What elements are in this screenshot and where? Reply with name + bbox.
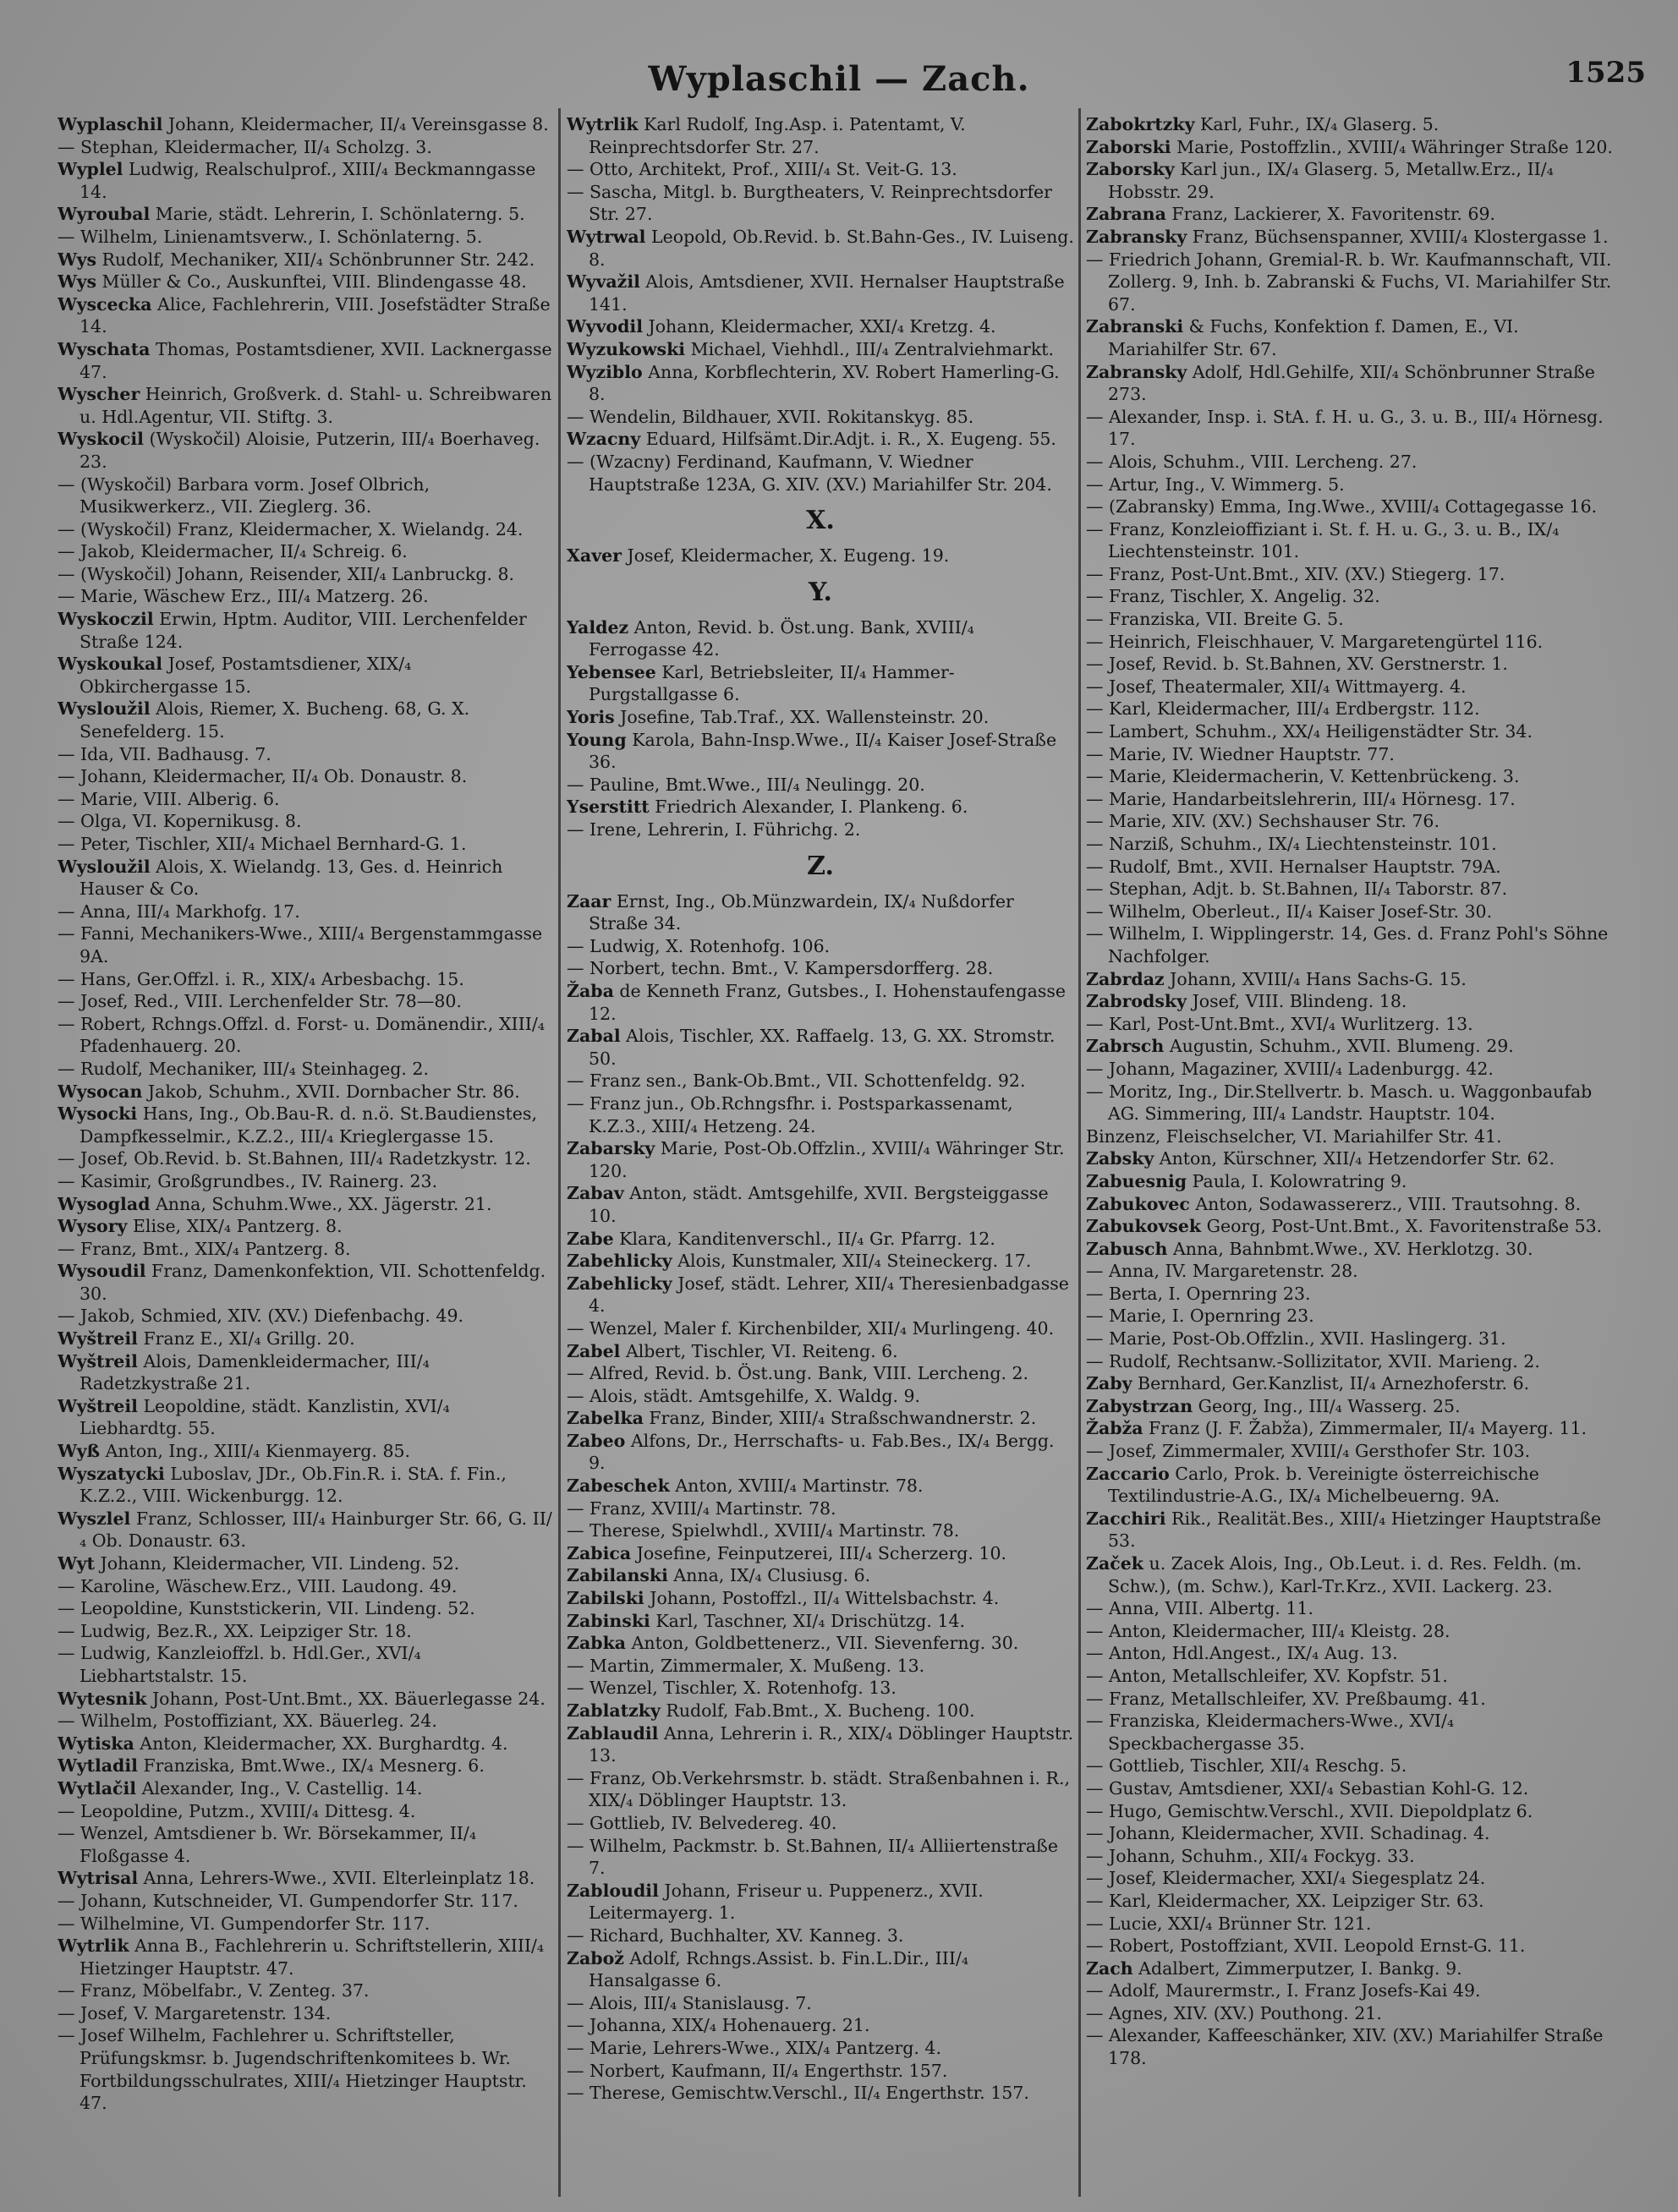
surname: Wyštreil xyxy=(58,1395,138,1416)
surname: Wys xyxy=(58,271,97,293)
section-letter: X. xyxy=(806,506,835,536)
surname: Wytrlik xyxy=(58,1936,129,1957)
directory-entry: — Robert, Rchngs.Offzl. d. Forst- u. Domänendir., XIII/₄ Pfadenhauerg. 20. xyxy=(58,1013,545,1057)
directory-entry: — Johann, Kleidermacher, XVII. Schadinag. 4. xyxy=(1086,1823,1490,1844)
directory-entry: Wyt Johann, Kleidermacher, VII. Lindeng. 52. xyxy=(58,1553,460,1574)
directory-entry: — Hugo, Gemischtw.Verschl., XVII. Diepoldplatz 6. xyxy=(1086,1800,1533,1821)
directory-entry: — Josef, Ob.Revid. b. St.Bahnen, III/₄ Radetzkystr. 12. xyxy=(58,1148,531,1169)
directory-entry: — Irene, Lehrerin, I. Führichg. 2. xyxy=(567,819,861,840)
directory-entry: — Josef, Zimmermaler, XVIII/₄ Gersthofer Str. 103. xyxy=(1086,1441,1531,1462)
directory-entry: — Johanna, XIX/₄ Hohenauerg. 21. xyxy=(567,2015,870,2036)
directory-entry: — Anton, Metallschleifer, XV. Kopfstr. 51. xyxy=(1086,1665,1448,1686)
directory-entry: — Anton, Hdl.Angest., IX/₄ Aug. 13. xyxy=(1086,1643,1398,1664)
directory-entry: — Franz, Konzleioffiziant i. St. f. H. u. G., 3. u. B., IX/₄ Liechtensteinstr. 101. xyxy=(1086,518,1560,562)
surname: Wyskoukal xyxy=(58,654,163,675)
directory-entry: — Artur, Ing., V. Wimmerg. 5. xyxy=(1086,474,1345,495)
surname: Zaby xyxy=(1086,1373,1132,1394)
directory-entry: Zabloudil Johann, Friseur u. Puppenerz., XVII. Leitermayerg. 1. xyxy=(567,1880,984,1924)
directory-entry: — Kasimir, Großgrundbes., IV. Rainerg. 23. xyxy=(58,1170,438,1191)
directory-entry: Wytrlik Anna B., Fachlehrerin u. Schriftstellerin, XIII/₄ Hietzinger Hauptstr. 47. xyxy=(58,1936,545,1979)
surname: Zabel xyxy=(567,1340,621,1361)
directory-entry: — Stephan, Kleidermacher, II/₄ Scholzg. 3. xyxy=(58,136,432,157)
directory-entry: — Anna, III/₄ Markhofg. 17. xyxy=(58,901,300,922)
directory-entry: — Ida, VII. Badhausg. 7. xyxy=(58,743,271,764)
surname: Yebensee xyxy=(567,661,656,682)
directory-entry: — Marie, XIV. (XV.) Sechshauser Str. 76. xyxy=(1086,811,1439,832)
surname: Wyszlel xyxy=(58,1508,131,1529)
directory-entry: — Wendelin, Bildhauer, XVII. Rokitanskyg. 85. xyxy=(567,406,974,427)
directory-entry: — Johann, Schuhm., XII/₄ Fockyg. 33. xyxy=(1086,1845,1415,1866)
surname: Zabinski xyxy=(567,1610,650,1631)
surname: Wyplaschil xyxy=(58,114,163,134)
directory-entry: Zabransky Adolf, Hdl.Gehilfe, XII/₄ Schönbrunner Straße 273. xyxy=(1086,361,1595,405)
surname: Wytesnik xyxy=(58,1688,147,1709)
surname: Wyskoczil xyxy=(58,609,154,630)
directory-entry: — Alois, Schuhm., VIII. Lercheng. 27. xyxy=(1086,451,1418,472)
directory-entry: Wyvažil Alois, Amtsdiener, XVII. Hernalser Hauptstraße 141. xyxy=(567,271,1065,315)
directory-entry: Zabilanski Anna, IX/₄ Clusiusg. 6. xyxy=(567,1565,871,1586)
surname: Zabukovec xyxy=(1086,1193,1190,1214)
directory-entry: Zabelka Franz, Binder, XIII/₄ Straßschwandnerstr. 2. xyxy=(567,1408,1037,1429)
surname: Zabusch xyxy=(1086,1238,1168,1259)
directory-entry: — Agnes, XIV. (XV.) Pouthong. 21. xyxy=(1086,2002,1382,2023)
surname: Young xyxy=(567,729,627,750)
directory-entry: Wyscecka Alice, Fachlehrerin, VIII. Josefstädter Straße 14. xyxy=(58,293,551,337)
surname: Wyroubal xyxy=(58,204,151,225)
directory-entry: — (Zabransky) Emma, Ing.Wwe., XVIII/₄ Cottagegasse 16. xyxy=(1086,496,1598,517)
directory-entry: — Franz, Bmt., XIX/₄ Pantzerg. 8. xyxy=(58,1238,351,1259)
running-title: Wyplaschil — Zach. xyxy=(648,59,1030,99)
directory-entry: Zabukovsek Georg, Post-Unt.Bmt., X. Favoritenstraße 53. xyxy=(1086,1216,1603,1237)
surname: Zaccario xyxy=(1086,1463,1170,1484)
directory-entry: Zabeo Alfons, Dr., Herrschafts- u. Fab.Bes., IX/₄ Bergg. 9. xyxy=(567,1430,1055,1474)
directory-entry: Zabranski & Fuchs, Konfektion f. Damen, E., VI. Mariahilfer Str. 67. xyxy=(1086,316,1519,359)
directory-entry: — Marie, Post-Ob.Offzlin., XVII. Haslingerg. 31. xyxy=(1086,1328,1506,1350)
directory-entry: — Josef Wilhelm, Fachlehrer u. Schriftsteller, Prüfungskmsr. b. Jugendschriftenkomitees b. Wr. Fortbildungsschulrates, XIII/₄ Hietzinger Hauptstr. 47. xyxy=(58,2025,527,2114)
directory-entry: — Marie, Handarbeitslehrerin, III/₄ Hörnesg. 17. xyxy=(1086,788,1516,809)
directory-entry: Zaccario Carlo, Prok. b. Vereinigte österreichische Textilindustrie-A.G., IX/₄ Michelbeuerng. 9A. xyxy=(1086,1463,1539,1507)
directory-entry: — (Wyskočil) Barbara vorm. Josef Olbrich, Musikwerkerz., VII. Zieglerg. 36. xyxy=(58,474,430,517)
directory-entry: Yebensee Karl, Betriebsleiter, II/₄ Hammer-Purgstallgasse 6. xyxy=(567,661,955,705)
surname: Wysoudil xyxy=(58,1261,146,1282)
surname: Yserstitt xyxy=(567,797,650,818)
directory-entry: — Marie, Lehrers-Wwe., XIX/₄ Pantzerg. 4. xyxy=(567,2037,941,2058)
directory-entry: Wysocki Hans, Ing., Ob.Bau-R. d. n.ö. St.Baudienstes, Dampfkesselmir., K.Z.2., III/₄ Krieglergasse 15. xyxy=(58,1103,537,1147)
surname: Zabystrzan xyxy=(1086,1395,1193,1416)
surname: Wyscher xyxy=(58,384,140,405)
directory-entry: Zaar Ernst, Ing., Ob.Münzwardein, IX/₄ Nußdorfer Straße 34. xyxy=(567,890,1014,934)
surname: Zabeschek xyxy=(567,1476,670,1497)
directory-entry: Žabža Franz (J. F. Žabža), Zimmermaler, II/₄ Mayerg. 11. xyxy=(1086,1418,1588,1439)
directory-entry: — Josef, V. Margaretenstr. 134. xyxy=(58,2002,332,2023)
directory-entry: — Alexander, Kaffeeschänker, XIV. (XV.) Mariahilfer Straße 178. xyxy=(1086,2025,1604,2069)
directory-entry: — (Wyskočil) Franz, Kleidermacher, X. Wielandg. 24. xyxy=(58,518,524,539)
directory-entry: — Richard, Buchhalter, XV. Kanneg. 3. xyxy=(567,1925,904,1946)
directory-entry: Zabransky Franz, Büchsenspanner, XVIII/₄ Klostergasse 1. xyxy=(1086,226,1609,247)
directory-entry: — Marie, Kleidermacherin, V. Kettenbrückeng. 3. xyxy=(1086,766,1520,787)
surname: Zabica xyxy=(567,1542,632,1563)
directory-entry: Zabehlicky Alois, Kunstmaler, XII/₄ Steineckerg. 17. xyxy=(567,1251,1032,1272)
surname: Zabrana xyxy=(1086,204,1166,225)
directory-entry: Zabusch Anna, Bahnbmt.Wwe., XV. Herklotzg. 30. xyxy=(1086,1238,1533,1259)
directory-entry: Zabka Anton, Goldbettenerz., VII. Sievenferng. 30. xyxy=(567,1633,1019,1654)
directory-entry: — Franziska, Kleidermachers-Wwe., XVI/₄ Speckbachergasse 35. xyxy=(1086,1711,1455,1754)
surname: Wyzukowski xyxy=(567,338,686,359)
directory-entry: — Hans, Ger.Offzl. i. R., XIX/₄ Arbesbachg. 15. xyxy=(58,968,464,989)
directory-entry: — Franz, Post-Unt.Bmt., XIV. (XV.) Stiegerg. 17. xyxy=(1086,563,1505,584)
directory-entry: — Lucie, XXI/₄ Brünner Str. 121. xyxy=(1086,1913,1372,1934)
surname: Wysocan xyxy=(58,1081,143,1102)
directory-entry: — Sascha, Mitgl. b. Burgtheaters, V. Reinprechtsdorfer Str. 27. xyxy=(567,181,1052,225)
directory-entry: Binzenz, Fleischselcher, VI. Mariahilfer Str. 41. xyxy=(1086,1125,1502,1147)
directory-entry: — Marie, Wäschew Erz., III/₄ Matzerg. 26. xyxy=(58,586,429,607)
directory-entry: — Rudolf, Rechtsanw.-Sollizitator, XVII. Marieng. 2. xyxy=(1086,1350,1540,1372)
column-1 xyxy=(58,113,553,2193)
directory-entry: Wytladil Franziska, Bmt.Wwe., IX/₄ Mesnerg. 6. xyxy=(58,1755,485,1777)
surname: Zabukovsek xyxy=(1086,1216,1202,1237)
surname: Zabuesnig xyxy=(1086,1170,1187,1191)
surname: Wysory xyxy=(58,1216,128,1237)
directory-entry: — Berta, I. Opernring 23. xyxy=(1086,1283,1311,1304)
surname: Wyplel xyxy=(58,159,123,180)
directory-entry: Zabsky Anton, Kürschner, XII/₄ Hetzendorfer Str. 62. xyxy=(1086,1148,1555,1169)
directory-entry: — Wenzel, Tischler, X. Rotenhofg. 13. xyxy=(567,1678,897,1699)
surname: Zabokrtzky xyxy=(1086,114,1195,134)
directory-entry: Zabe Klara, Kanditenverschl., II/₄ Gr. Pfarrg. 12. xyxy=(567,1228,995,1249)
directory-entry: — Johann, Kutschneider, VI. Gumpendorfer Str. 117. xyxy=(58,1890,518,1911)
directory-entry: — Leopoldine, Putzm., XVIII/₄ Dittesg. 4. xyxy=(58,1800,416,1821)
directory-entry: — Stephan, Adjt. b. St.Bahnen, II/₄ Taborstr. 87. xyxy=(1086,879,1508,900)
directory-entry: — Leopoldine, Kunststickerin, VII. Lindeng. 52. xyxy=(58,1598,475,1619)
directory-entry: Zablaudil Anna, Lehrerin i. R., XIX/₄ Döblinger Hauptstr. 13. xyxy=(567,1722,1074,1766)
directory-entry: — Wenzel, Maler f. Kirchenbilder, XII/₄ Murlingeng. 40. xyxy=(567,1317,1055,1339)
surname: Wyštreil xyxy=(58,1328,138,1350)
directory-entry: — Karoline, Wäschew.Erz., VIII. Laudong. 49. xyxy=(58,1575,458,1596)
directory-entry: Zabilski Johann, Postoffzl., II/₄ Wittelsbachstr. 4. xyxy=(567,1588,1000,1609)
directory-entry: Wysoudil Franz, Damenkonfektion, VII. Schottenfeldg. 30. xyxy=(58,1261,546,1304)
directory-entry: Wyštreil Alois, Damenkleidermacher, III/₄ Radetzkystraße 21. xyxy=(58,1350,430,1394)
directory-entry: — Gustav, Amtsdiener, XXI/₄ Sebastian Kohl-G. 12. xyxy=(1086,1777,1529,1799)
directory-entry: Wysory Elise, XIX/₄ Pantzerg. 8. xyxy=(58,1216,343,1237)
directory-entry: — (Wyskočil) Johann, Reisender, XII/₄ Lanbruckg. 8. xyxy=(58,563,515,584)
directory-entry: Zabokrtzky Karl, Fuhr., IX/₄ Glaserg. 5. xyxy=(1086,114,1439,134)
directory-entry: Wytesnik Johann, Post-Unt.Bmt., XX. Bäuerlegasse 24. xyxy=(58,1688,546,1709)
directory-entry: Zabehlicky Josef, städt. Lehrer, XII/₄ Theresienbadgasse 4. xyxy=(567,1273,1069,1317)
surname: Wyštreil xyxy=(58,1350,138,1372)
directory-entry: Zabuesnig Paula, I. Kolowratring 9. xyxy=(1086,1170,1407,1191)
directory-entry: Zabrana Franz, Lackierer, X. Favoritenstr. 69. xyxy=(1086,204,1496,225)
directory-entry: Zabinski Karl, Taschner, XI/₄ Drischützg. 14. xyxy=(567,1610,966,1631)
column-2 xyxy=(567,113,1074,2193)
page-number: 1525 xyxy=(1566,56,1646,90)
surname: Žabža xyxy=(1086,1418,1143,1439)
surname: Zablaudil xyxy=(567,1722,659,1744)
directory-entry: — Josef, Revid. b. St.Bahnen, XV. Gerstnerstr. 1. xyxy=(1086,654,1508,675)
surname: Wytrisal xyxy=(58,1868,139,1889)
directory-entry: — Anna, IV. Margaretenstr. 28. xyxy=(1086,1261,1358,1282)
surname: Zabka xyxy=(567,1633,627,1654)
directory-entry: Wytrwal Leopold, Ob.Revid. b. St.Bahn-Ges., IV. Luiseng. 8. xyxy=(567,226,1074,270)
directory-entry: — Josef, Red., VIII. Lerchenfelder Str. 78—80. xyxy=(58,991,462,1012)
directory-entry: — Therese, Gemischtw.Verschl., II/₄ Engerthstr. 157. xyxy=(567,2083,1029,2104)
surname: Zabrodsky xyxy=(1086,991,1187,1012)
directory-entry: Zabrodsky Josef, VIII. Blindeng. 18. xyxy=(1086,991,1407,1012)
surname: Zabilanski xyxy=(567,1565,668,1586)
surname: Zabeo xyxy=(567,1430,626,1451)
directory-entry: — Franz, XVIII/₄ Martinstr. 78. xyxy=(567,1497,836,1519)
directory-entry: Zach Adalbert, Zimmerputzer, I. Bankg. 9. xyxy=(1086,1957,1462,1979)
directory-entry: Wyzukowski Michael, Viehhdl., III/₄ Zentralviehmarkt. xyxy=(567,338,1054,359)
directory-entry: Wytiska Anton, Kleidermacher, XX. Burghardtg. 4. xyxy=(58,1733,508,1754)
directory-entry: Wysocan Jakob, Schuhm., XVII. Dornbacher Str. 86. xyxy=(58,1081,520,1102)
directory-entry: Wyschata Thomas, Postamtsdiener, XVII. Lacknergasse 47. xyxy=(58,338,552,382)
directory-entry: — Jakob, Schmied, XIV. (XV.) Diefenbachg. 49. xyxy=(58,1306,464,1327)
surname: Zabav xyxy=(567,1183,624,1204)
directory-entry: Wytrlik Karl Rudolf, Ing.Asp. i. Patentamt, V. Reinprechtsdorfer Str. 27. xyxy=(567,114,966,157)
surname: Yaldez xyxy=(567,616,629,638)
directory-entry: — Wenzel, Amtsdiener b. Wr. Börsekammer, II/₄ Floßgasse 4. xyxy=(58,1823,477,1866)
directory-entry: Wysoglad Anna, Schuhm.Wwe., XX. Jägerstr. 21. xyxy=(58,1193,492,1214)
column-3 xyxy=(1086,113,1619,2193)
directory-entry: Žaba de Kenneth Franz, Gutsbes., I. Hohenstaufengasse 12. xyxy=(567,981,1067,1024)
directory-entry: — Wilhelm, Oberleut., II/₄ Kaiser Josef-Str. 30. xyxy=(1086,901,1493,922)
directory-entry: — Wilhelmine, VI. Gumpendorfer Str. 117. xyxy=(58,1913,430,1934)
directory-entry: — Jakob, Kleidermacher, II/₄ Schreig. 6. xyxy=(58,541,408,562)
surname: Zabehlicky xyxy=(567,1273,672,1294)
surname: Wyt xyxy=(58,1553,95,1574)
surname: Zabe xyxy=(567,1228,614,1249)
directory-entry: — Franz, Tischler, X. Angelig. 32. xyxy=(1086,586,1380,607)
directory-entry: Zabal Alois, Tischler, XX. Raffaelg. 13, G. XX. Stromstr. 50. xyxy=(567,1026,1056,1069)
surname: Wysoglad xyxy=(58,1193,151,1214)
directory-entry: Xaver Josef, Kleidermacher, X. Eugeng. 19. xyxy=(567,545,950,567)
directory-entry: Yserstitt Friedrich Alexander, I. Plankeng. 6. xyxy=(567,797,968,818)
directory-entry: Wyvodil Johann, Kleidermacher, XXI/₄ Kretzg. 4. xyxy=(567,316,996,337)
surname: Začek xyxy=(1086,1553,1143,1574)
directory-entry: Wyskoukal Josef, Postamtsdiener, XIX/₄ Obkirchergasse 15. xyxy=(58,654,412,697)
directory-entry: Young Karola, Bahn-Insp.Wwe., II/₄ Kaiser Josef-Straße 36. xyxy=(567,729,1057,773)
directory-entry: Wytlačil Alexander, Ing., V. Castellig. 14. xyxy=(58,1777,423,1799)
directory-entry: Zaborski Marie, Postoffzlin., XVIII/₄ Währinger Straße 120. xyxy=(1086,136,1613,157)
directory-entry: Zabrdaz Johann, XVIII/₄ Hans Sachs-G. 15. xyxy=(1086,968,1467,989)
directory-entry: — Wilhelm, Packmstr. b. St.Bahnen, II/₄ Alliiertenstraße 7. xyxy=(567,1835,1058,1879)
directory-entry: Wyroubal Marie, städt. Lehrerin, I. Schönlaterng. 5. xyxy=(58,204,525,225)
directory-entry: — Josef, Kleidermacher, XXI/₄ Siegesplatz 24. xyxy=(1086,1868,1486,1889)
directory-entry: — Fanni, Mechanikers-Wwe., XIII/₄ Bergenstammgasse 9A. xyxy=(58,923,543,966)
directory-entry: Wyszatycki Luboslav, JDr., Ob.Fin.R. i. StA. f. Fin., K.Z.2., VIII. Wickenburgg. 12. xyxy=(58,1463,507,1507)
column-divider xyxy=(558,108,561,2197)
directory-entry: — Norbert, Kaufmann, II/₄ Engerthstr. 157. xyxy=(567,2060,948,2081)
directory-entry: — Franz sen., Bank-Ob.Bmt., VII. Schottenfeldg. 92. xyxy=(567,1070,1026,1092)
directory-entry: Wys Rudolf, Mechaniker, XII/₄ Schönbrunner Str. 242. xyxy=(58,249,535,270)
directory-entry: — Heinrich, Fleischhauer, V. Margaretengürtel 116. xyxy=(1086,631,1544,652)
surname: Zabelka xyxy=(567,1408,644,1429)
directory-entry: — Alois, städt. Amtsgehilfe, X. Waldg. 9. xyxy=(567,1385,921,1406)
surname: Wyszatycki xyxy=(58,1463,165,1484)
directory-entry: — Josef, Theatermaler, XII/₄ Wittmayerg. 4. xyxy=(1086,676,1467,697)
directory-entry: — Moritz, Ing., Dir.Stellvertr. b. Masch. u. Waggonbaufab AG. Simmering, III/₄ Landstr. Hauptstr. 104. xyxy=(1086,1081,1593,1125)
surname: Wyvažil xyxy=(567,271,640,293)
directory-entry: — Martin, Zimmermaler, X. Mußeng. 13. xyxy=(567,1655,925,1676)
surname: Wytladil xyxy=(58,1755,138,1777)
directory-entry: Wytrisal Anna, Lehrers-Wwe., XVII. Elterleinplatz 18. xyxy=(58,1868,535,1889)
directory-entry: Wysloužil Alois, Riemer, X. Bucheng. 68, G. X. Senefelderg. 15. xyxy=(58,698,470,742)
directory-entry: Zabukovec Anton, Sodawassererz., VIII. Trautsohng. 8. xyxy=(1086,1193,1582,1214)
surname: Zabarsky xyxy=(567,1138,655,1159)
surname: Wytiska xyxy=(58,1733,134,1754)
directory-entry: Wyštreil Franz E., XI/₄ Grillg. 20. xyxy=(58,1328,355,1350)
directory-entry: Začek u. Zacek Alois, Ing., Ob.Leut. i. d. Res. Feldh. (m. Schw.), (m. Schw.), Karl-Tr.Krz., XVII. Lackerg. 23. xyxy=(1086,1553,1582,1596)
directory-entry: — Norbert, techn. Bmt., V. Kampersdorfferg. 28. xyxy=(567,958,994,979)
surname: Zaar xyxy=(567,890,611,912)
directory-entry: Zaborsky Karl jun., IX/₄ Glaserg. 5, Metallw.Erz., II/₄ Hobsstr. 29. xyxy=(1086,159,1554,202)
surname: Zaborski xyxy=(1086,136,1171,157)
column-divider xyxy=(1078,108,1081,2197)
directory-entry: — Wilhelm, Linienamtsverw., I. Schönlaterng. 5. xyxy=(58,226,483,247)
surname: Wyschata xyxy=(58,338,151,359)
directory-entry: — Anna, VIII. Albertg. 11. xyxy=(1086,1598,1314,1619)
surname: Zaborsky xyxy=(1086,159,1175,180)
directory-entry: Zabel Albert, Tischler, VI. Reiteng. 6. xyxy=(567,1340,898,1361)
directory-entry: — Therese, Spielwhdl., XVIII/₄ Martinstr. 78. xyxy=(567,1520,960,1541)
surname: Zacchiri xyxy=(1086,1508,1166,1529)
directory-entry: — Otto, Architekt, Prof., XIII/₄ St. Veit-G. 13. xyxy=(567,159,957,180)
directory-entry: Wyplel Ludwig, Realschulprof., XIII/₄ Beckmanngasse 14. xyxy=(58,159,536,202)
directory-entry: — Franz, Metallschleifer, XV. Preßbaumg. 41. xyxy=(1086,1688,1486,1709)
directory-entry: Zabrsch Augustin, Schuhm., XVII. Blumeng. 29. xyxy=(1086,1036,1514,1057)
directory-entry: Wyplaschil Johann, Kleidermacher, II/₄ Vereinsgasse 8. xyxy=(58,114,549,134)
directory-entry: Wyß Anton, Ing., XIII/₄ Kienmayerg. 85. xyxy=(58,1441,411,1462)
surname: Zabrsch xyxy=(1086,1036,1165,1057)
directory-entry: Wysloužil Alois, X. Wielandg. 13, Ges. d. Heinrich Hauser & Co. xyxy=(58,856,503,900)
directory-entry: Zabeschek Anton, XVIII/₄ Martinstr. 78. xyxy=(567,1476,924,1497)
directory-entry: — Wilhelm, Postoffiziant, XX. Bäuerleg. 24. xyxy=(58,1711,437,1732)
directory-entry: — Gottlieb, Tischler, XII/₄ Reschg. 5. xyxy=(1086,1755,1407,1777)
directory-entry: Wyskocil (Wyskočil) Aloisie, Putzerin, III/₄ Boerhaveg. 23. xyxy=(58,429,540,472)
surname: Wzacny xyxy=(567,429,641,450)
surname: Wysloužil xyxy=(58,856,151,877)
surname: Žaba xyxy=(567,981,614,1001)
directory-entry: — Robert, Postoffziant, XVII. Leopold Ernst-G. 11. xyxy=(1086,1936,1526,1957)
directory-entry: Zabica Josefine, Feinputzerei, III/₄ Scherzerg. 10. xyxy=(567,1542,1007,1563)
surname: Wyvodil xyxy=(567,316,643,337)
directory-entry: Wys Müller & Co., Auskunftei, VIII. Blindengasse 48. xyxy=(58,271,527,293)
directory-entry: — Karl, Kleidermacher, III/₄ Erdbergstr. 112. xyxy=(1086,698,1480,720)
directory-entry: — Rudolf, Mechaniker, III/₄ Steinhageg. 2. xyxy=(58,1058,429,1079)
directory-entry: — Gottlieb, IV. Belvedereg. 40. xyxy=(567,1812,837,1833)
surname: Zabransky xyxy=(1086,361,1187,382)
directory-entry: — Johann, Kleidermacher, II/₄ Ob. Donaustr. 8. xyxy=(58,766,468,787)
directory-entry: — Marie, I. Opernring 23. xyxy=(1086,1306,1314,1327)
directory-entry: Wzacny Eduard, Hilfsämt.Dir.Adjt. i. R., X. Eugeng. 55. xyxy=(567,429,1056,450)
surname: Wytrlik xyxy=(567,114,639,134)
directory-entry: — Franz, Ob.Verkehrsmstr. b. städt. Straßenbahnen i. R., XIX/₄ Döblinger Hauptstr. 13. xyxy=(567,1767,1070,1811)
surname: Yoris xyxy=(567,707,615,728)
directory-entry: — Franziska, VII. Breite G. 5. xyxy=(1086,609,1344,630)
surname: Wysloužil xyxy=(58,698,151,720)
directory-entry: — Rudolf, Bmt., XVII. Hernalser Hauptstr. 79A. xyxy=(1086,856,1501,877)
directory-entry: — Pauline, Bmt.Wwe., III/₄ Neulingg. 20. xyxy=(567,774,925,795)
directory-entry: Zablatzky Rudolf, Fab.Bmt., X. Bucheng. 100. xyxy=(567,1700,975,1721)
directory-entry: — Johann, Magaziner, XVIII/₄ Ladenburgg. 42. xyxy=(1086,1058,1494,1079)
directory-entry: Zacchiri Rik., Realität.Bes., XIII/₄ Hietzinger Hauptstraße 53. xyxy=(1086,1508,1602,1552)
surname: Wyscecka xyxy=(58,293,152,315)
directory-entry: — Franz jun., Ob.Rchngsfhr. i. Postsparkassenamt, K.Z.3., XIII/₄ Hetzeng. 24. xyxy=(567,1092,1013,1136)
surname: Wyziblo xyxy=(567,361,643,382)
surname: Zablatzky xyxy=(567,1700,661,1721)
directory-entry: Wyskoczil Erwin, Hptm. Auditor, VIII. Lerchenfelder Straße 124. xyxy=(58,609,527,652)
surname: Wys xyxy=(58,249,97,270)
directory-entry: — Ludwig, Kanzleioffzl. b. Hdl.Ger., XVI/₄ Liebhartstalstr. 15. xyxy=(58,1643,421,1686)
directory-entry: Zabav Anton, städt. Amtsgehilfe, XVII. Bergsteiggasse 10. xyxy=(567,1183,1049,1226)
page-header xyxy=(0,52,1678,103)
surname: Zabal xyxy=(567,1026,621,1047)
directory-entry: — Anton, Kleidermacher, III/₄ Kleistg. 28. xyxy=(1086,1620,1450,1641)
directory-entry: — Lambert, Schuhm., XX/₄ Heiligenstädter Str. 34. xyxy=(1086,721,1533,742)
directory-entry: — Friedrich Johann, Gremial-R. b. Wr. Kaufmannschaft, VII. Zollerg. 9, Inh. b. Zabranski & Fuchs, VI. Mariahilfer Str. 67. xyxy=(1086,249,1612,315)
directory-entry: Wyszlel Franz, Schlosser, III/₄ Hainburger Str. 66, G. II/₄ Ob. Donaustr. 63. xyxy=(58,1508,552,1552)
directory-entry: — Peter, Tischler, XII/₄ Michael Bernhard-G. 1. xyxy=(58,834,467,854)
surname: Zabloudil xyxy=(567,1880,659,1901)
surname: Zabsky xyxy=(1086,1148,1154,1169)
directory-entry: Yaldez Anton, Revid. b. Öst.ung. Bank, XVIII/₄ Ferrogasse 42. xyxy=(567,616,974,660)
directory-entry: Zabarsky Marie, Post-Ob.Offzlin., XVIII/₄ Währinger Str. 120. xyxy=(567,1138,1065,1181)
section-letter: Z. xyxy=(807,851,834,881)
directory-entry: Wyštreil Leopoldine, städt. Kanzlistin, XVI/₄ Liebhardtg. 55. xyxy=(58,1395,450,1439)
directory-entry: — Adolf, Maurermstr., I. Franz Josefs-Kai 49. xyxy=(1086,1980,1481,2001)
directory-entry: — Marie, VIII. Alberig. 6. xyxy=(58,788,280,809)
surname: Zabranski xyxy=(1086,316,1184,337)
directory-entry: — Alfred, Revid. b. Öst.ung. Bank, VIII. Lercheng. 2. xyxy=(567,1363,1029,1384)
surname: Zabož xyxy=(567,1947,624,1968)
directory-entry: — Alois, III/₄ Stanislausg. 7. xyxy=(567,1992,812,2013)
surname: Wyß xyxy=(58,1441,101,1462)
directory-entry: — Alexander, Insp. i. StA. f. H. u. G., 3. u. B., III/₄ Hörnesg. 17. xyxy=(1086,406,1604,450)
surname: Wytrwal xyxy=(567,226,646,247)
surname: Zabrdaz xyxy=(1086,968,1165,989)
directory-entry: — Wilhelm, I. Wipplingerstr. 14, Ges. d. Franz Pohl's Söhne Nachfolger. xyxy=(1086,923,1609,966)
directory-entry: Zabož Adolf, Rchngs.Assist. b. Fin.L.Dir., III/₄ Hansalgasse 6. xyxy=(567,1947,969,1991)
directory-entry: Wyscher Heinrich, Großverk. d. Stahl- u. Schreibwaren u. Hdl.Agentur, VII. Stiftg. 3. xyxy=(58,384,552,427)
directory-entry: — Karl, Kleidermacher, XX. Leipziger Str. 63. xyxy=(1086,1890,1484,1911)
section-letter: Y. xyxy=(809,577,832,607)
directory-entry: — Ludwig, X. Rotenhofg. 106. xyxy=(567,935,831,956)
directory-entry: — Narziß, Schuhm., IX/₄ Liechtensteinstr. 101. xyxy=(1086,834,1497,854)
directory-entry: — (Wzacny) Ferdinand, Kaufmann, V. Wiedner Hauptstraße 123A, G. XIV. (XV.) Mariahilfer Str. 204. xyxy=(567,451,1052,495)
directory-entry: — Franz, Möbelfabr., V. Zenteg. 37. xyxy=(58,1980,370,2001)
directory-entry: Zaby Bernhard, Ger.Kanzlist, II/₄ Arnezhoferstr. 6. xyxy=(1086,1373,1530,1394)
surname: Zach xyxy=(1086,1957,1133,1979)
surname: Wyskocil xyxy=(58,429,144,450)
directory-entry: — Marie, IV. Wiedner Hauptstr. 77. xyxy=(1086,743,1395,764)
surname: Wytlačil xyxy=(58,1777,137,1799)
surname: Wysocki xyxy=(58,1103,138,1125)
surname: Zabehlicky xyxy=(567,1251,672,1272)
surname: Zabransky xyxy=(1086,226,1187,247)
directory-entry: Wyziblo Anna, Korbflechterin, XV. Robert Hamerling-G. 8. xyxy=(567,361,1060,405)
surname: Xaver xyxy=(567,545,622,567)
directory-entry: — Olga, VI. Kopernikusg. 8. xyxy=(58,811,302,832)
directory-entry: — Karl, Post-Unt.Bmt., XVI/₄ Wurlitzerg. 13. xyxy=(1086,1013,1473,1034)
surname: Zabilski xyxy=(567,1588,644,1609)
directory-entry: Zabystrzan Georg, Ing., III/₄ Wasserg. 25. xyxy=(1086,1395,1461,1416)
directory-entry: — Ludwig, Bez.R., XX. Leipziger Str. 18. xyxy=(58,1620,412,1641)
directory-entry: Yoris Josefine, Tab.Traf., XX. Wallensteinstr. 20. xyxy=(567,707,990,728)
